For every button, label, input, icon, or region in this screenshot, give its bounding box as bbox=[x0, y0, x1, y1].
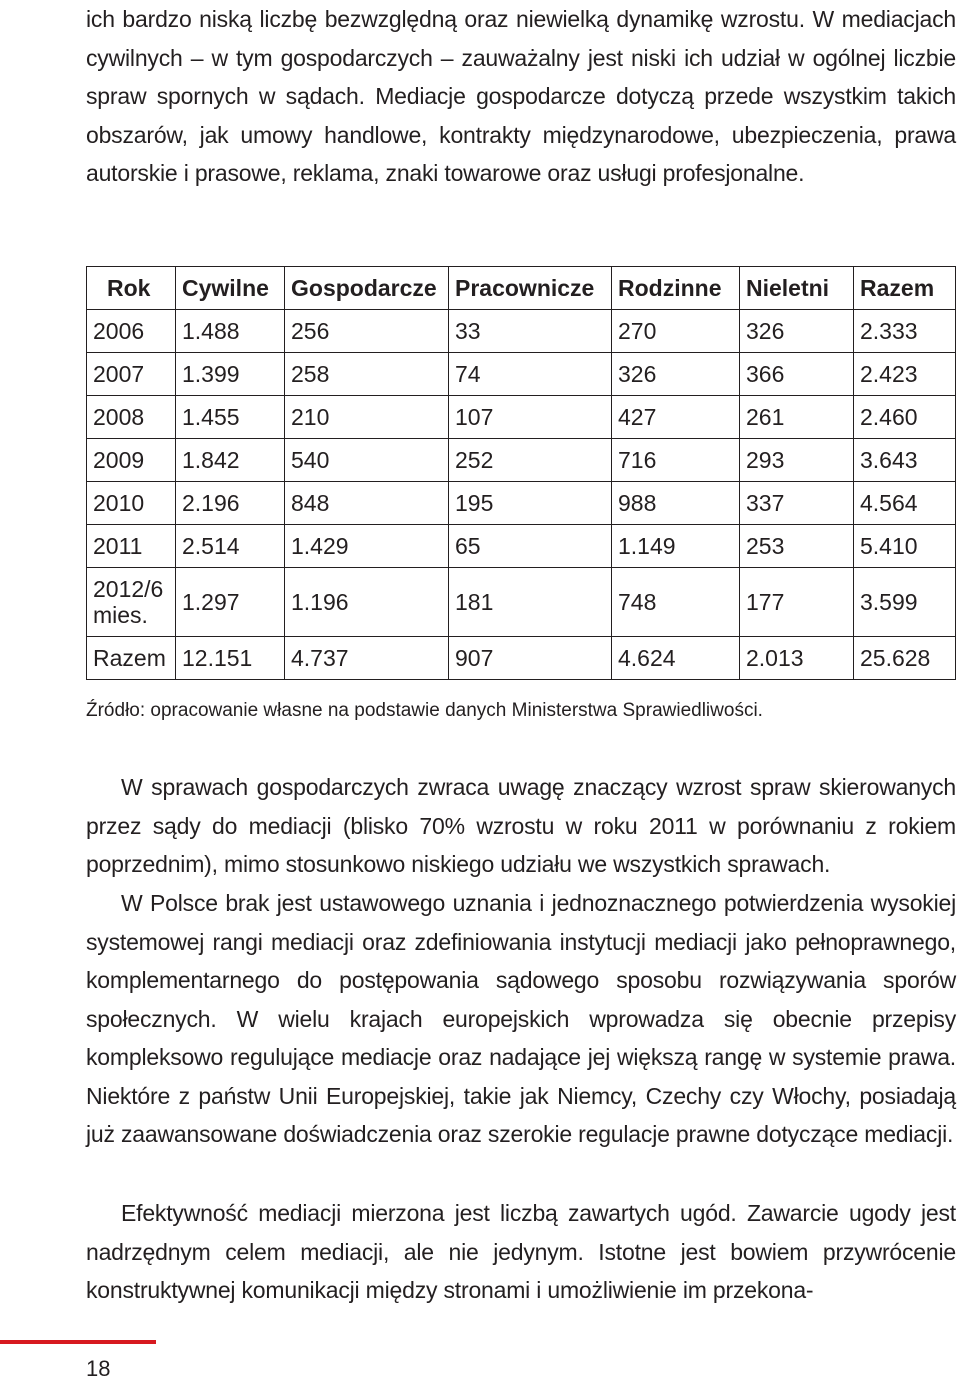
cell-value: 1.488 bbox=[176, 310, 285, 353]
cell-value: 4.737 bbox=[285, 637, 449, 680]
cell-value: 1.399 bbox=[176, 353, 285, 396]
cell-total: 3.599 bbox=[854, 568, 956, 637]
cell-value: 2.514 bbox=[176, 525, 285, 568]
cell-value: 2.196 bbox=[176, 482, 285, 525]
table-row bbox=[87, 310, 956, 353]
cell-year: 2010 bbox=[87, 482, 176, 525]
cell-value: 848 bbox=[285, 482, 449, 525]
cell-year: Razem bbox=[87, 637, 176, 680]
cell-value: 252 bbox=[449, 439, 612, 482]
cell-value: 4.624 bbox=[612, 637, 740, 680]
table-row bbox=[87, 396, 956, 439]
cell-year: 2006 bbox=[87, 310, 176, 353]
table-row bbox=[87, 482, 956, 525]
header-rodzinne: Rodzinne bbox=[612, 267, 740, 310]
cell-value: 1.297 bbox=[176, 568, 285, 637]
cell-total: 2.333 bbox=[854, 310, 956, 353]
cell-value: 181 bbox=[449, 568, 612, 637]
cell-value: 1.149 bbox=[612, 525, 740, 568]
cell-value: 1.429 bbox=[285, 525, 449, 568]
cell-total: 5.410 bbox=[854, 525, 956, 568]
paragraph-economic-cases: W sprawach gospodarczych zwraca uwagę znaczący wzrost spraw skierowanych przez sądy do mediacji (blisko 70% wzrostu w roku 2011 w porównaniu z rokiem poprzednim), mimo stosunkowo niskiego udziału we wszystkich sprawach. bbox=[86, 774, 956, 877]
cell-total: 2.460 bbox=[854, 396, 956, 439]
cell-value: 748 bbox=[612, 568, 740, 637]
cell-value: 65 bbox=[449, 525, 612, 568]
header-cywilne: Cywilne bbox=[176, 267, 285, 310]
cell-value: 270 bbox=[612, 310, 740, 353]
footer-accent-rule bbox=[0, 1340, 156, 1344]
table-row bbox=[87, 525, 956, 568]
cell-value: 716 bbox=[612, 439, 740, 482]
cell-value: 261 bbox=[740, 396, 854, 439]
cell-total: 2.423 bbox=[854, 353, 956, 396]
cell-value: 253 bbox=[740, 525, 854, 568]
cell-value: 12.151 bbox=[176, 637, 285, 680]
table-row bbox=[87, 439, 956, 482]
cell-value: 366 bbox=[740, 353, 854, 396]
cell-value: 2.013 bbox=[740, 637, 854, 680]
table-row bbox=[87, 353, 956, 396]
cell-value: 195 bbox=[449, 482, 612, 525]
cell-total: 3.643 bbox=[854, 439, 956, 482]
cell-value: 337 bbox=[740, 482, 854, 525]
cell-value: 427 bbox=[612, 396, 740, 439]
cell-year: 2007 bbox=[87, 353, 176, 396]
cell-value: 74 bbox=[449, 353, 612, 396]
header-nieletni: Nieletni bbox=[740, 267, 854, 310]
header-rok: Rok bbox=[87, 267, 176, 310]
cell-value: 256 bbox=[285, 310, 449, 353]
cell-total: 25.628 bbox=[854, 637, 956, 680]
header-razem: Razem bbox=[854, 267, 956, 310]
table-row bbox=[87, 568, 956, 637]
cell-value: 33 bbox=[449, 310, 612, 353]
cell-year: 2009 bbox=[87, 439, 176, 482]
cell-year: 2012/6 mies. bbox=[87, 568, 176, 637]
table-total-row bbox=[87, 637, 956, 680]
cell-year: 2008 bbox=[87, 396, 176, 439]
cell-value: 1.455 bbox=[176, 396, 285, 439]
cell-value: 988 bbox=[612, 482, 740, 525]
cell-value: 1.196 bbox=[285, 568, 449, 637]
header-gospodarcze: Gospodarcze bbox=[285, 267, 449, 310]
cell-value: 540 bbox=[285, 439, 449, 482]
page-number: 18 bbox=[86, 1356, 111, 1381]
cell-value: 107 bbox=[449, 396, 612, 439]
cell-value: 1.842 bbox=[176, 439, 285, 482]
cell-year: 2011 bbox=[87, 525, 176, 568]
cell-value: 907 bbox=[449, 637, 612, 680]
cell-value: 293 bbox=[740, 439, 854, 482]
cell-value: 177 bbox=[740, 568, 854, 637]
paragraph-poland-regulation: W Polsce brak jest ustawowego uznania i jednoznacznego potwierdzenia wysokiej systemowej rangi mediacji oraz zdefiniowania instytucji mediacji jako pełnoprawnego, komplementarnego do postępowania sądowego sposobu rozwiązywania sporów społecznych. W wielu krajach europejskich wprowadza się obecnie przepisy kompleksowo regulujące mediacje oraz nadające jej większą rangę w systemie prawa. Niektóre z państw Unii Europejskiej, takie jak Niemcy, Czechy czy Włochy, posiadają już zaawansowane doświadczenia oraz szerokie regulacje prawne dotyczące mediacji. bbox=[86, 890, 956, 1147]
cell-value: 326 bbox=[612, 353, 740, 396]
mediation-statistics-table bbox=[86, 266, 956, 680]
header-pracownicze: Pracownicze bbox=[449, 267, 612, 310]
cell-total: 4.564 bbox=[854, 482, 956, 525]
cell-value: 326 bbox=[740, 310, 854, 353]
paragraph-effectiveness: Efektywność mediacji mierzona jest liczbą zawartych ugód. Zawarcie ugody jest nadrzędnym celem mediacji, ale nie jedynym. Istotne jest bowiem przywrócenie konstruktywnej komunikacji między stronami i umożliwienie im przekona- bbox=[86, 1200, 956, 1303]
cell-value: 210 bbox=[285, 396, 449, 439]
table-header-row bbox=[87, 267, 956, 310]
paragraph-intro: ich bardzo niską liczbę bezwzględną oraz niewielką dynamikę wzrostu. W mediacjach cywilnych – w tym gospodarczych – zauważalny jest niski ich udział w ogólnej liczbie spraw spornych w sądach. Mediacje gospodarcze dotyczą przede wszystkim takich obszarów, jak umowy handlowe, kontrakty międzynarodowe, ubezpieczenia, prawa autorskie i prasowe, reklama, znaki towarowe oraz usługi profesjonalne. bbox=[86, 6, 956, 186]
cell-value: 258 bbox=[285, 353, 449, 396]
table-source-note: Źródło: opracowanie własne na podstawie danych Ministerstwa Sprawiedliwości. bbox=[86, 700, 763, 721]
